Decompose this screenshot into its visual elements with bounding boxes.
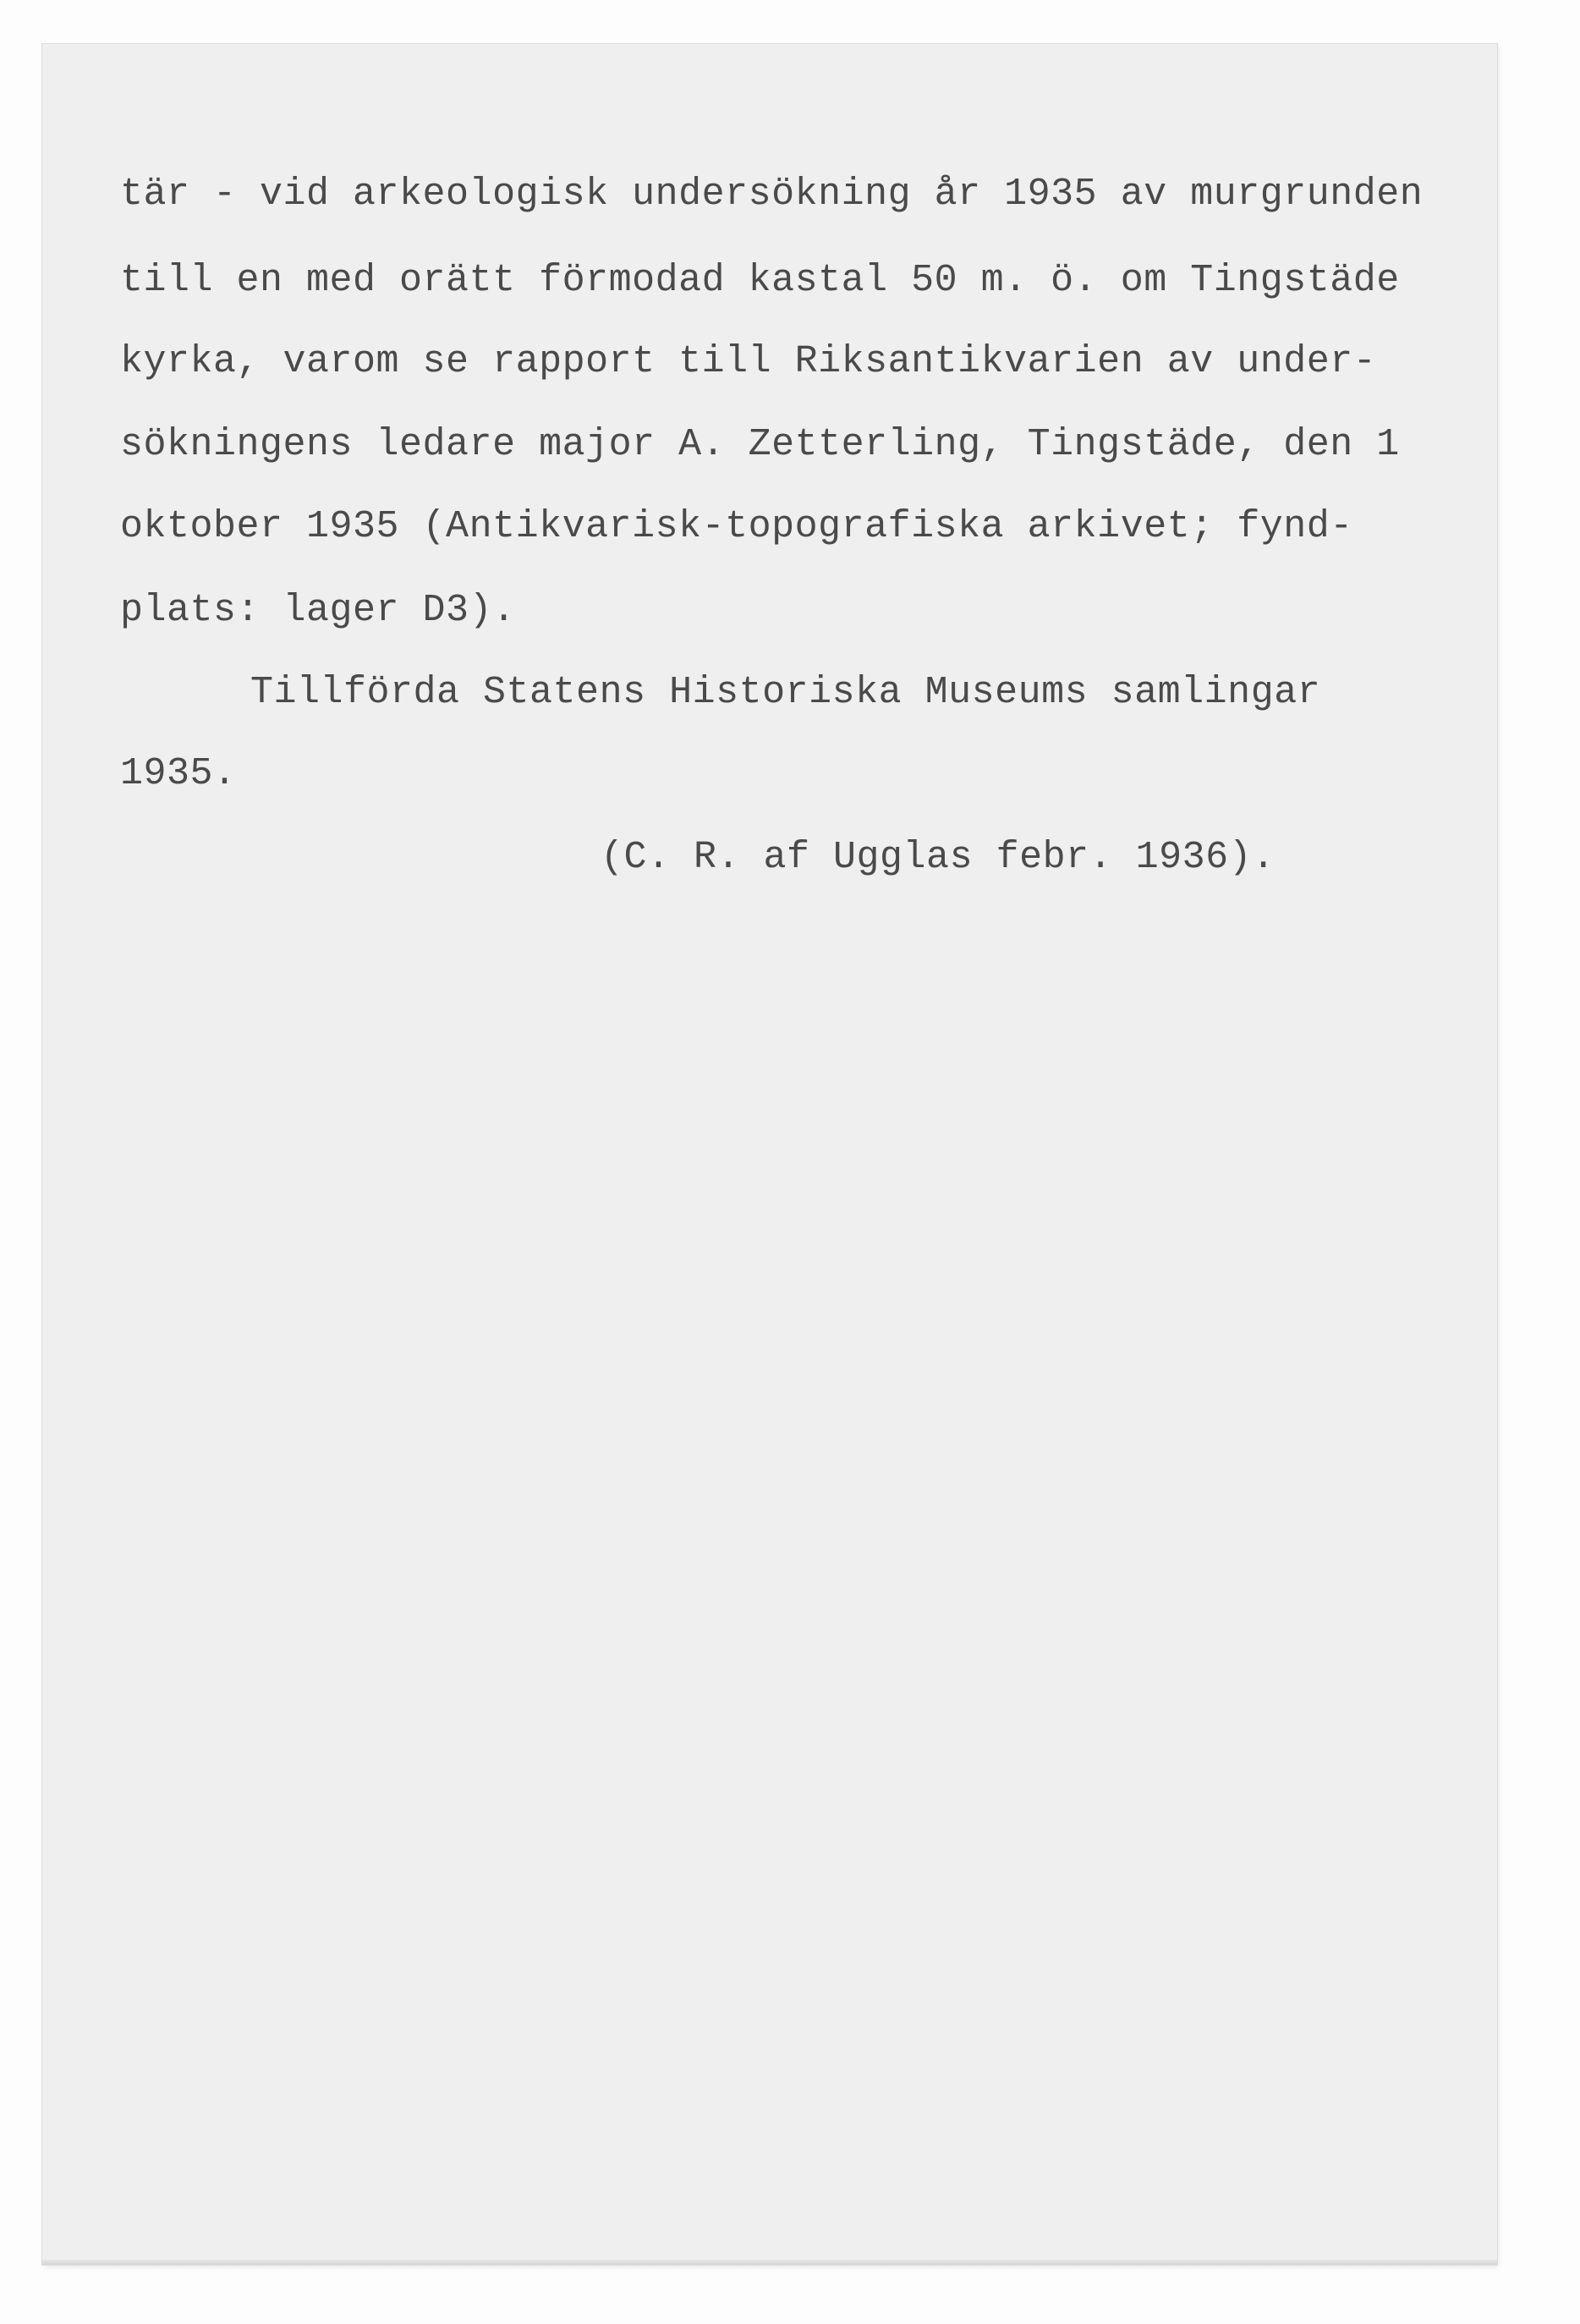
text-line-2: till en med orätt förmodad kastal 50 m. ö. om Tingstäde [120, 259, 1400, 302]
paragraph-line-2: 1935. [120, 752, 237, 795]
text-line-4: sökningens ledare major A. Zetterling, Tingstäde, den 1 [120, 423, 1400, 466]
text-line-5: oktober 1935 (Antikvarisk-topografiska arkivet; fynd- [120, 505, 1353, 548]
author-signature-line: (C. R. af Ugglas febr. 1936). [601, 836, 1276, 879]
text-line-1: tär - vid arkeologisk undersökning år 1935 av murgrunden [120, 173, 1424, 216]
text-line-6: plats: lager D3). [120, 589, 516, 632]
catalog-card [42, 44, 1497, 2265]
paragraph-line-1: Tillförda Statens Historiska Museums samlingar [250, 671, 1321, 714]
text-line-3: kyrka, varom se rapport till Riksantikvarien av under- [120, 340, 1377, 383]
